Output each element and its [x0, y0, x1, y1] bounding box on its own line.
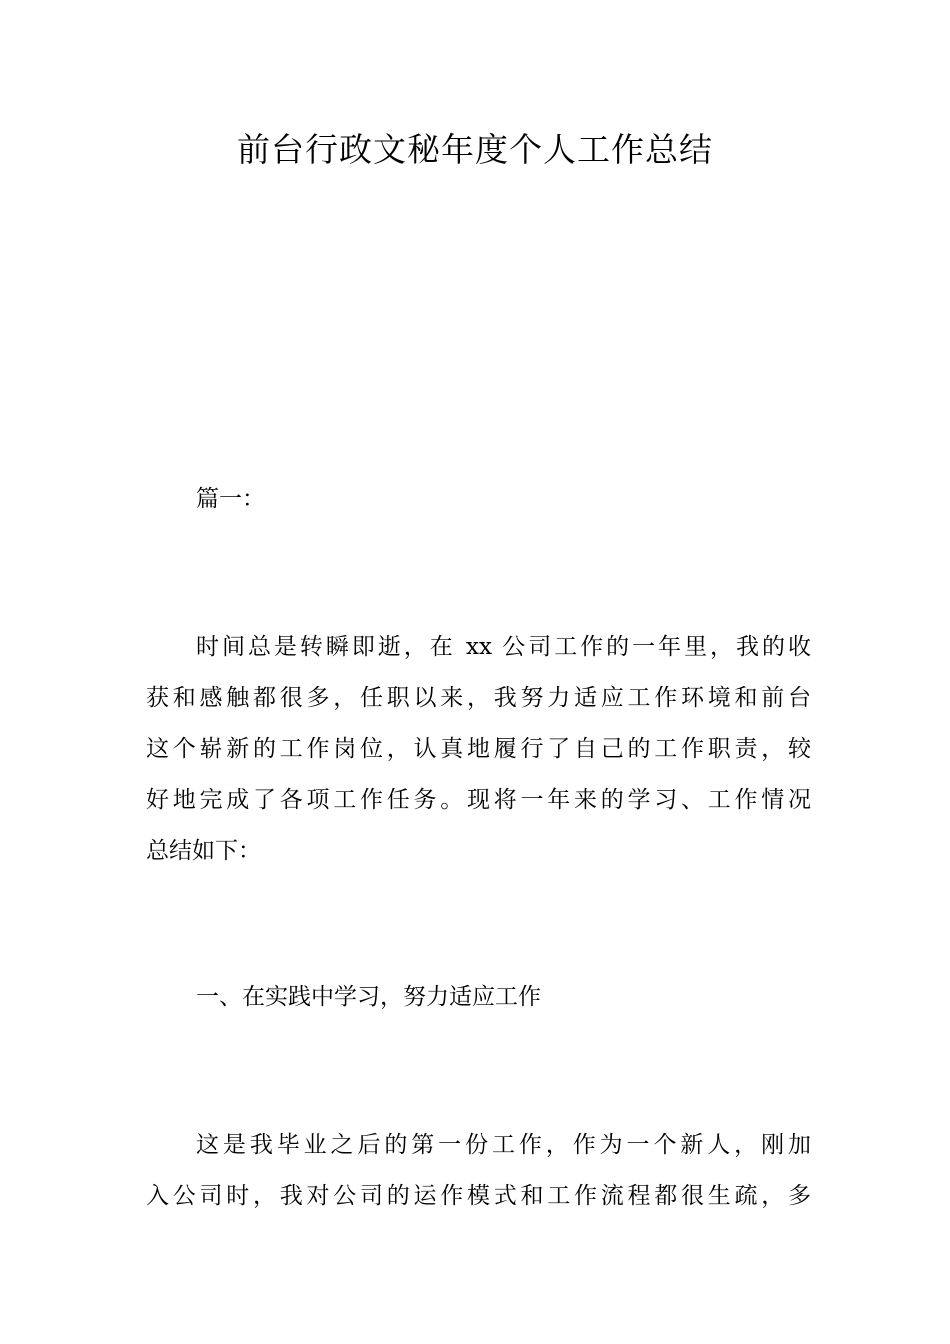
section-label: 篇一： [196, 486, 265, 512]
paragraph-line: 总结如下： [146, 838, 261, 864]
paragraph-body [146, 1120, 811, 1222]
paragraph-line: 获和感触都很多，任职以来，我努力适应工作环境和前台 [146, 685, 811, 711]
paragraph-intro [146, 622, 811, 877]
section-heading: 一、在实践中学习，努力适应工作 [196, 984, 541, 1010]
document-title: 前台行政文秘年度个人工作总结 [237, 130, 713, 169]
paragraph-line: 好地完成了各项工作任务。现将一年来的学习、工作情况 [146, 787, 811, 813]
paragraph-line: 时间总是转瞬即逝，在 xx 公司工作的一年里，我的收 [196, 634, 811, 660]
paragraph-line: 这是我毕业之后的第一份工作，作为一个新人，刚加 [196, 1132, 811, 1158]
paragraph-line: 入公司时，我对公司的运作模式和工作流程都很生疏，多 [146, 1183, 811, 1209]
paragraph-line: 这个崭新的工作岗位，认真地履行了自己的工作职责，较 [146, 736, 811, 762]
